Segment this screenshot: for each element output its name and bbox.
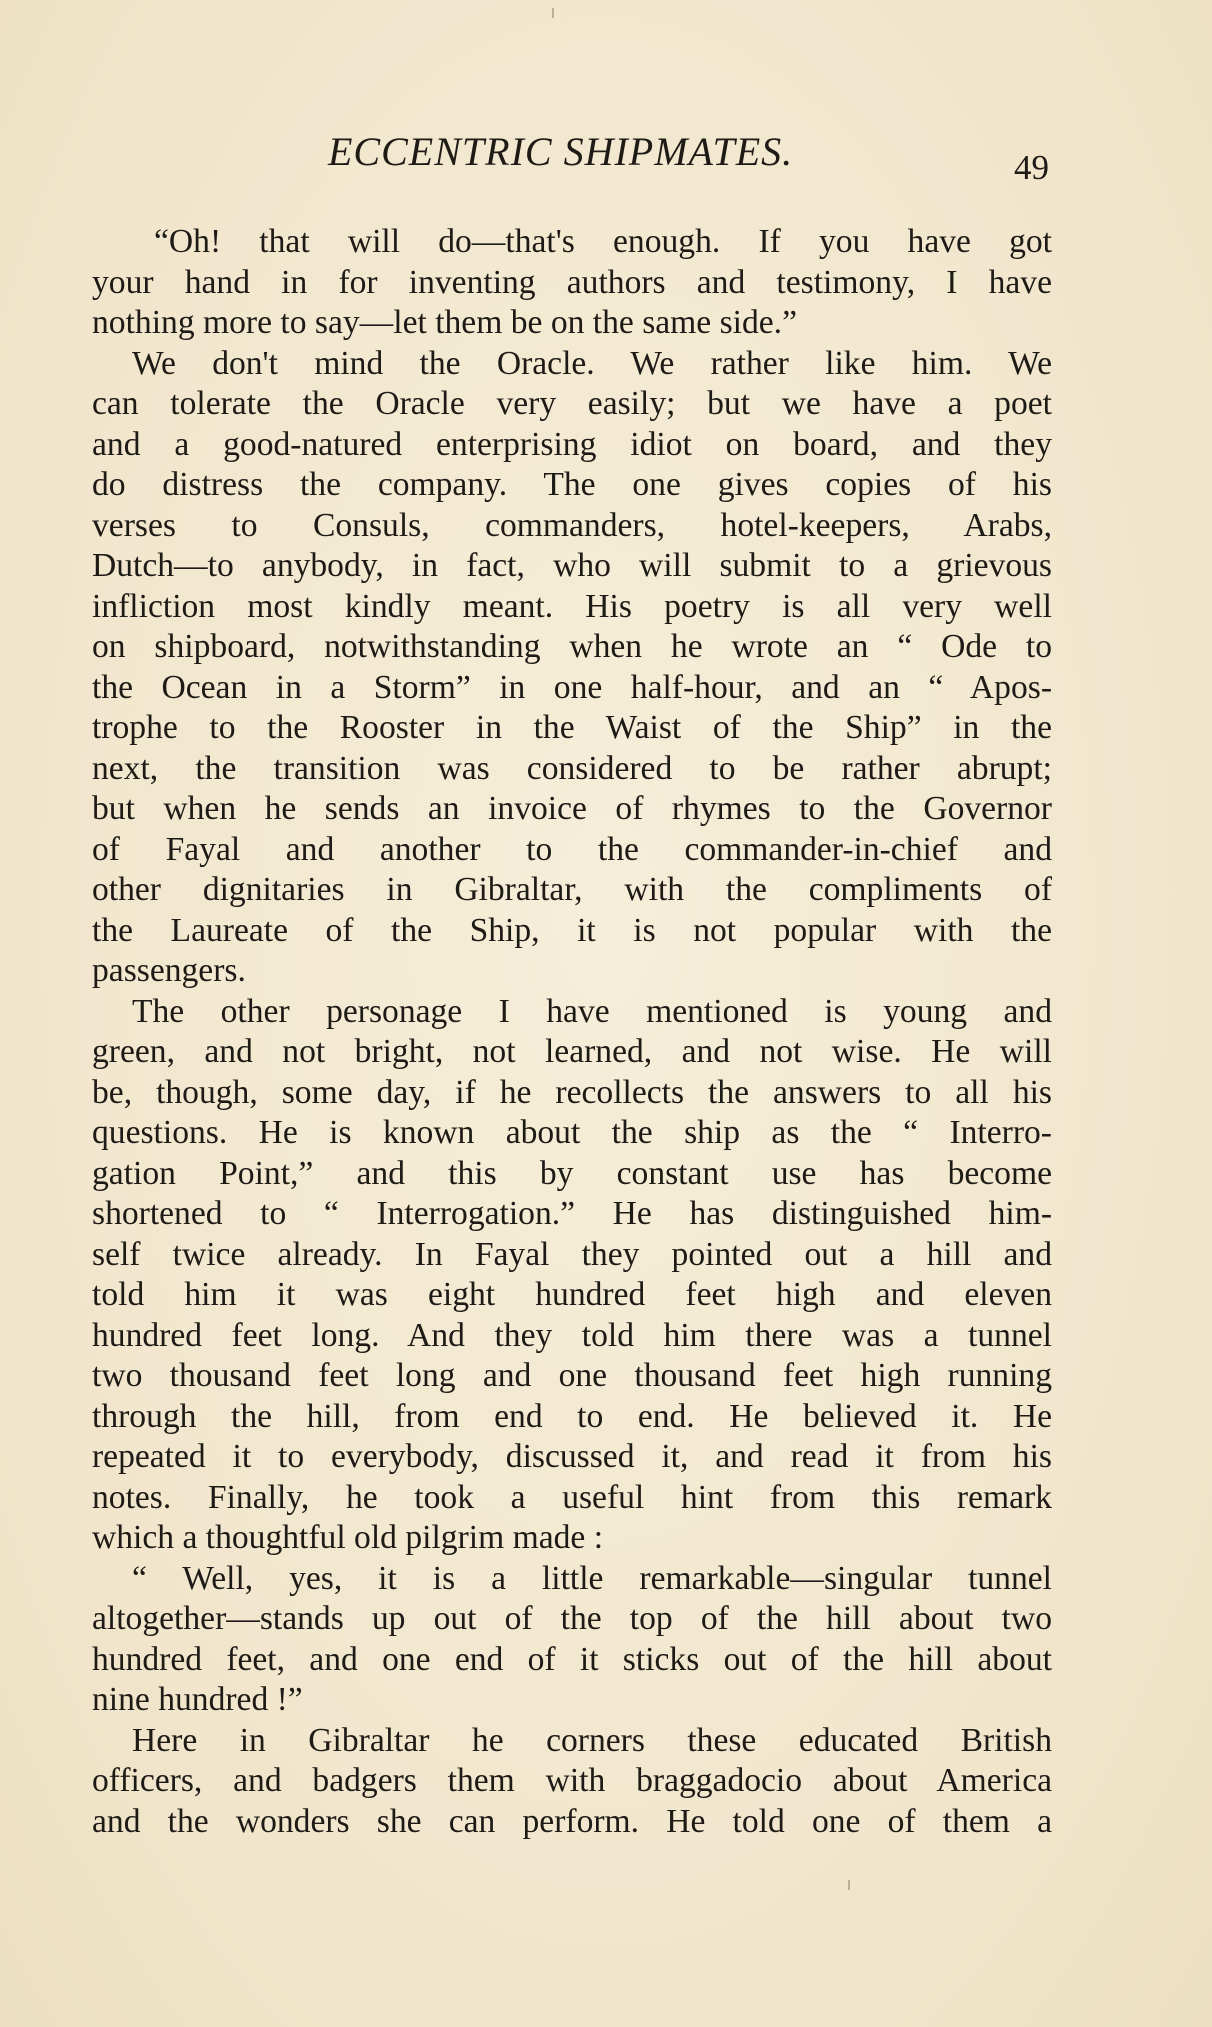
text-line: be, though, some day, if he recollects the answers to all his xyxy=(92,1073,1052,1111)
text-line: nothing more to say—let them be on the same side.” xyxy=(92,304,797,341)
text-line: through the hill, from end to end. He believed it. He xyxy=(92,1397,1052,1435)
text-line: two thousand feet long and one thousand feet high running xyxy=(92,1357,1052,1394)
text-line: can tolerate the Oracle very easily; but we have a poet xyxy=(92,385,1052,422)
text-line: self twice already. In Fayal they pointed out a hill and xyxy=(92,1235,1052,1273)
text-line: of Fayal and another to the commander-in-chief and xyxy=(92,830,1052,868)
text-line: The other personage I have mentioned is young and xyxy=(132,992,1052,1030)
text-line: next, the transition was considered to be rather abrupt; xyxy=(92,749,1052,787)
text-line: repeated it to everybody, discussed it, and read it from his xyxy=(92,1438,1052,1475)
text-line: the Ocean in a Storm” in one half-hour, and an “ Apos- xyxy=(92,668,1052,706)
text-line: questions. He is known about the ship as the “ Interro- xyxy=(92,1114,1052,1151)
page-number: 49 xyxy=(1014,148,1049,187)
text-line: hundred feet long. And they told him there was a tunnel xyxy=(92,1316,1052,1354)
paper-speck xyxy=(552,8,554,18)
running-head: ECCENTRIC SHIPMATES. xyxy=(328,129,794,174)
text-line: the Laureate of the Ship, it is not popular with the xyxy=(92,911,1052,949)
text-line: notes. Finally, he took a useful hint from this remark xyxy=(92,1478,1052,1516)
text-line: hundred feet, and one end of it sticks out of the hill about xyxy=(92,1640,1052,1678)
text-line: infliction most kindly meant. His poetry is all very well xyxy=(92,587,1052,625)
text-line: verses to Consuls, commanders, hotel-keepers, Arabs, xyxy=(92,506,1052,544)
body-text xyxy=(92,222,1052,1842)
text-line: and the wonders she can perform. He told one of them a xyxy=(92,1802,1052,1840)
text-line: officers, and badgers them with braggadocio about America xyxy=(92,1762,1052,1799)
text-line: “Oh! that will do—that's enough. If you have got xyxy=(154,223,1052,260)
text-line: nine hundred !” xyxy=(92,1681,303,1718)
text-line: gation Point,” and this by constant use has become xyxy=(92,1154,1052,1192)
text-line: Here in Gibraltar he corners these educated British xyxy=(132,1721,1052,1759)
text-line: which a thoughtful old pilgrim made : xyxy=(92,1519,604,1556)
text-line: Dutch—to anybody, in fact, who will submit to a grievous xyxy=(92,547,1052,584)
text-line: do distress the company. The one gives copies of his xyxy=(92,466,1052,503)
text-line: shortened to “ Interrogation.” He has distinguished him- xyxy=(92,1195,1052,1232)
text-line: but when he sends an invoice of rhymes to the Governor xyxy=(92,790,1052,827)
paper-speck xyxy=(848,1880,850,1890)
text-line: altogether—stands up out of the top of the hill about two xyxy=(92,1600,1052,1637)
text-line: other dignitaries in Gibraltar, with the compliments of xyxy=(92,871,1052,908)
text-line: We don't mind the Oracle. We rather like him. We xyxy=(132,344,1052,382)
text-line: green, and not bright, not learned, and not wise. He will xyxy=(92,1033,1052,1070)
text-line: “ Well, yes, it is a little remarkable—singular tunnel xyxy=(132,1559,1052,1597)
text-line: passengers. xyxy=(92,952,246,989)
text-line: on shipboard, notwithstanding when he wrote an “ Ode to xyxy=(92,628,1052,665)
text-line: trophe to the Rooster in the Waist of the Ship” in the xyxy=(92,709,1052,746)
text-line: your hand in for inventing authors and testimony, I have xyxy=(92,263,1052,301)
text-line: told him it was eight hundred feet high and eleven xyxy=(92,1276,1052,1313)
text-line: and a good-natured enterprising idiot on board, and they xyxy=(92,425,1052,463)
